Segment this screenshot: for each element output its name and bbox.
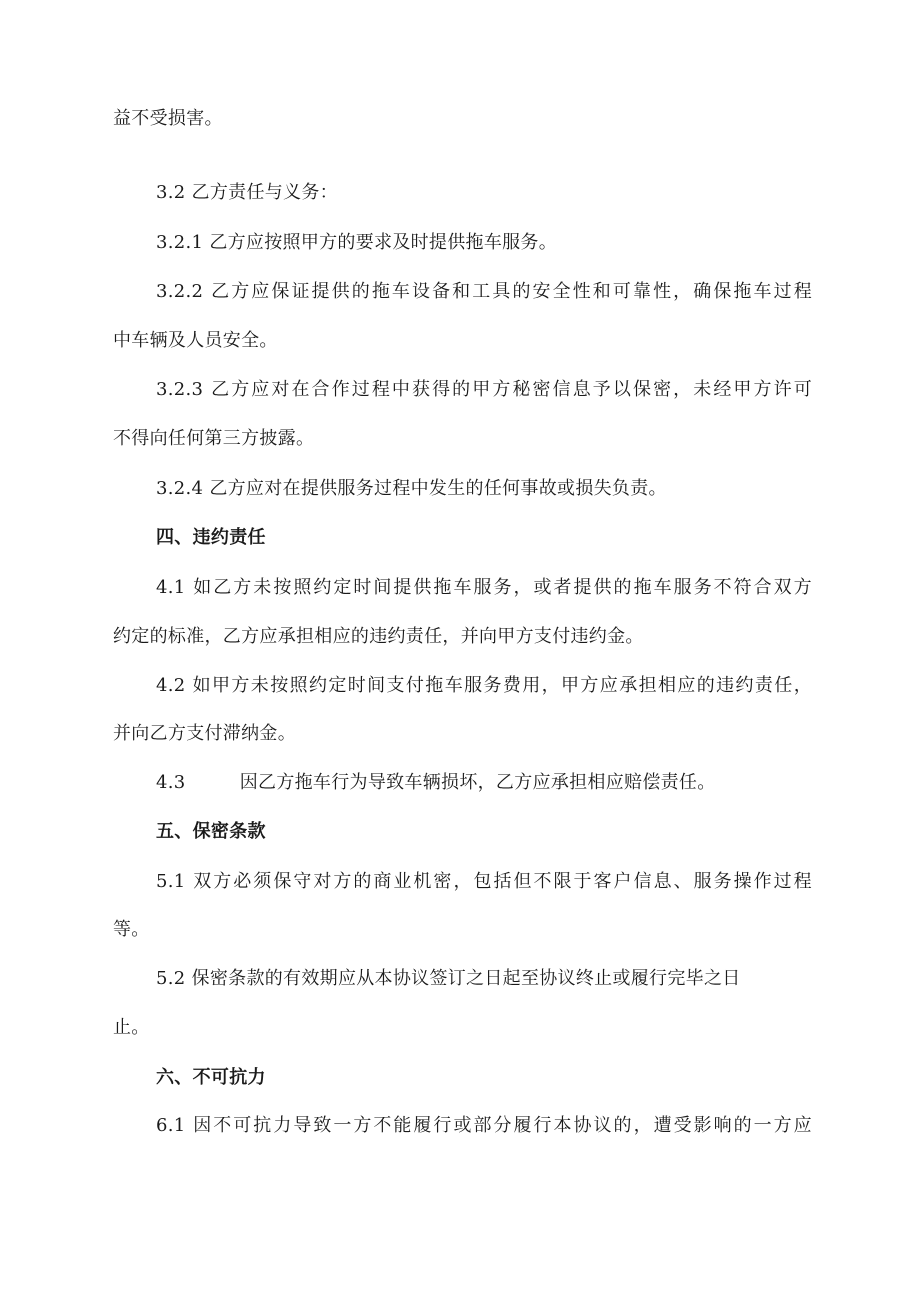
text-line: 不得向任何第三方披露。 bbox=[113, 428, 315, 449]
section-heading-5: 五、保密条款 bbox=[156, 821, 266, 842]
text-line: 并向乙方支付滞纳金。 bbox=[113, 723, 296, 744]
section-heading-4: 四、违约责任 bbox=[156, 527, 266, 548]
clause-3-2-4: 3.2.4 乙方应对在提供服务过程中发生的任何事故或损失负责。 bbox=[156, 478, 667, 499]
text-line: 益不受损害。 bbox=[113, 108, 223, 129]
clause-3-2-2: 3.2.2 乙方应保证提供的拖车设备和工具的安全性和可靠性，确保拖车过程 bbox=[156, 281, 812, 302]
clause-4-2: 4.2 如甲方未按照约定时间支付拖车服务费用，甲方应承担相应的违约责任， bbox=[156, 675, 812, 696]
text-line: 约定的标准，乙方应承担相应的违约责任，并向甲方支付违约金。 bbox=[113, 626, 644, 647]
clause-4-3: 4.3 因乙方拖车行为导致车辆损坏，乙方应承担相应赔偿责任。 bbox=[156, 772, 716, 793]
section-title-3-2: 3.2 乙方责任与义务： bbox=[156, 182, 338, 203]
clause-4-1: 4.1 如乙方未按照约定时间提供拖车服务，或者提供的拖车服务不符合双方 bbox=[156, 577, 812, 598]
clause-6-1: 6.1 因不可抗力导致一方不能履行或部分履行本协议的，遭受影响的一方应 bbox=[156, 1115, 812, 1136]
clause-5-1: 5.1 双方必须保守对方的商业机密，包括但不限于客户信息、服务操作过程 bbox=[156, 871, 812, 892]
text-line: 中车辆及人员安全。 bbox=[113, 330, 278, 351]
section-heading-6: 六、不可抗力 bbox=[156, 1067, 266, 1088]
clause-5-2: 5.2 保密条款的有效期应从本协议签订之日起至协议终止或履行完毕之日 bbox=[156, 968, 741, 989]
text-line: 止。 bbox=[113, 1017, 150, 1038]
text-line: 等。 bbox=[113, 919, 150, 940]
clause-3-2-3: 3.2.3 乙方应对在合作过程中获得的甲方秘密信息予以保密，未经甲方许可 bbox=[156, 379, 812, 400]
clause-3-2-1: 3.2.1 乙方应按照甲方的要求及时提供拖车服务。 bbox=[156, 232, 558, 253]
